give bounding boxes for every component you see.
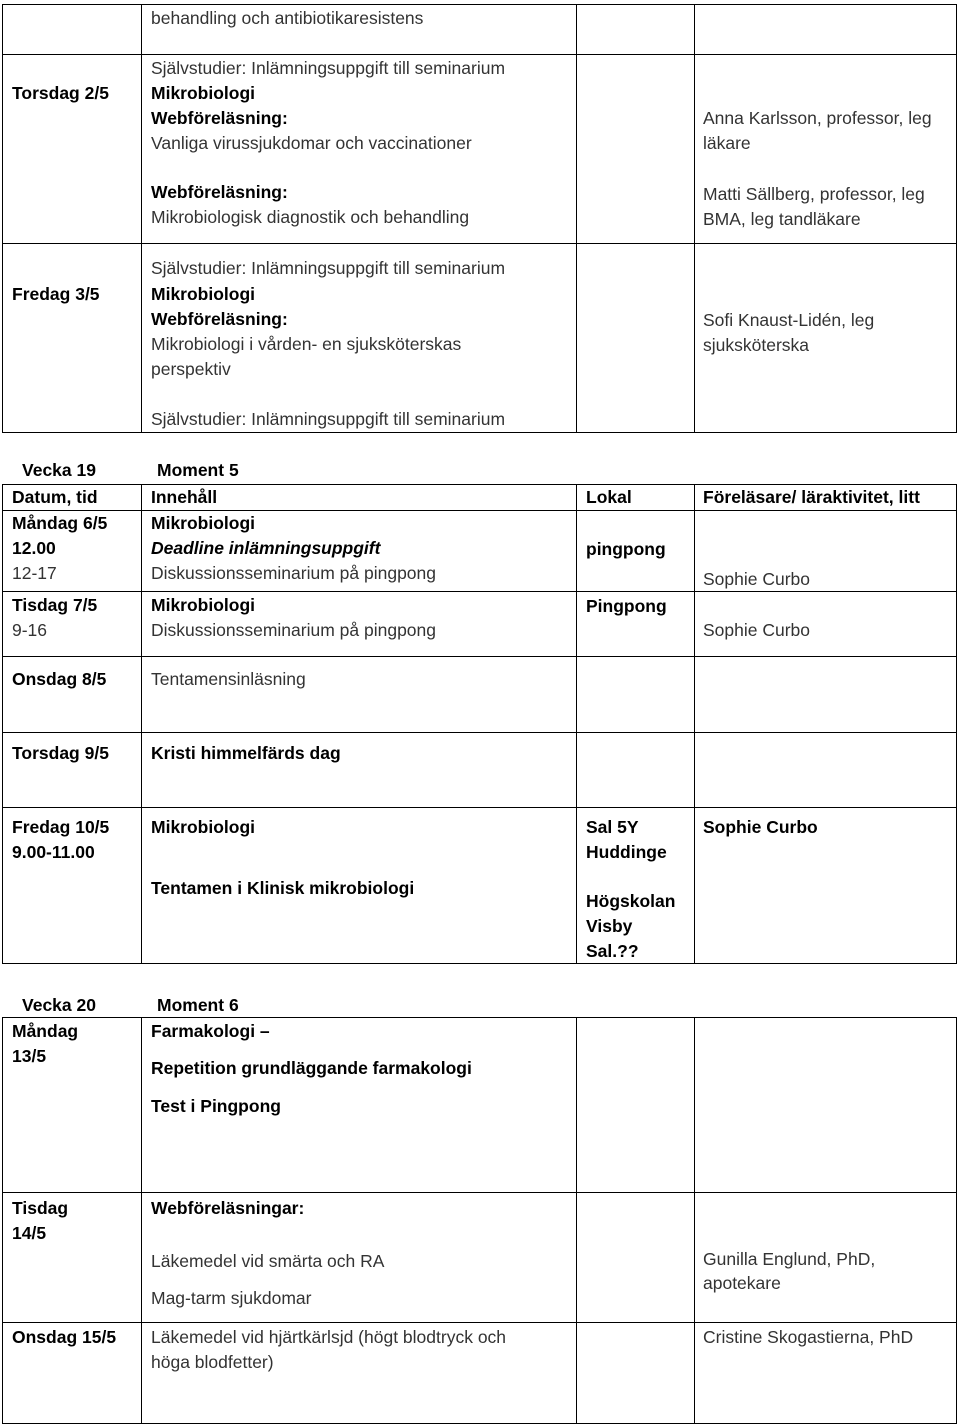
lecturer-title: BMA, leg tandläkare	[703, 209, 861, 229]
holiday-label: Kristi himmelfärds dag	[151, 743, 341, 763]
moment-label: Moment 5	[157, 460, 239, 480]
subject-label: Mikrobiologi	[151, 817, 256, 837]
self-study-note: Självstudier: Inlämningsuppgift till seminarium	[151, 258, 506, 278]
exam-label: Tentamen i Klinisk mikrobiologi	[151, 878, 415, 898]
time-cell: 12-17	[12, 563, 57, 583]
time-cell: 9-16	[12, 620, 48, 640]
date-cell: Måndag 6/5	[12, 513, 108, 533]
subject-label: Mikrobiologi	[151, 284, 256, 304]
deadline-label: Deadline inlämningsuppgift	[151, 538, 381, 558]
lecture-title: Mag-tarm sjukdomar	[151, 1288, 312, 1308]
date-cell: Måndag	[12, 1021, 79, 1041]
content-line: behandling och antibiotikaresistens	[151, 8, 424, 28]
date-cell: 14/5	[12, 1223, 47, 1243]
subject-label: Mikrobiologi	[151, 595, 256, 615]
activity-label: Diskussionsseminarium på pingpong	[151, 563, 437, 583]
room-cell: Visby	[586, 916, 633, 936]
webinar-label: Webföreläsning:	[151, 182, 288, 202]
lecture-title: Läkemedel vid smärta och RA	[151, 1251, 385, 1271]
date-cell: Tisdag	[12, 1198, 69, 1218]
date-cell: Onsdag 8/5	[12, 669, 107, 689]
webinar-label: Webföreläsning:	[151, 309, 288, 329]
activity-label: Diskussionsseminarium på pingpong	[151, 620, 437, 640]
subject-label: Mikrobiologi	[151, 513, 256, 533]
room-cell: Högskolan	[586, 891, 676, 911]
lecture-title: Mikrobiologisk diagnostik och behandling	[151, 207, 470, 227]
lecturer-name: Sophie Curbo	[703, 620, 811, 640]
lecturer-name: Sofi Knaust-Lidén, leg	[703, 310, 875, 330]
lecture-title: Läkemedel vid hjärtkärlsjd (högt blodtryck och	[151, 1327, 507, 1347]
time-cell: 9.00-11.00	[12, 842, 95, 862]
lecturer-title: sjuksköterska	[703, 335, 810, 355]
lecturer-name: Gunilla Englund, PhD,	[703, 1249, 876, 1269]
date-cell: Onsdag 15/5	[12, 1327, 117, 1347]
lecturer-title: apotekare	[703, 1273, 781, 1293]
date-cell: Tisdag 7/5	[12, 595, 98, 615]
room-cell: Huddinge	[586, 842, 667, 862]
subject-label: Farmakologi –	[151, 1021, 270, 1041]
room-cell: pingpong	[586, 539, 666, 559]
date-cell: Torsdag 2/5	[12, 83, 109, 103]
column-header-content: Innehåll	[151, 487, 218, 507]
subject-label: Mikrobiologi	[151, 83, 256, 103]
room-cell: Pingpong	[586, 596, 667, 616]
column-header-room: Lokal	[586, 487, 632, 507]
lecture-title: perspektiv	[151, 359, 231, 379]
moment-label: Moment 6	[157, 995, 239, 1015]
activity-label: Test i Pingpong	[151, 1096, 281, 1116]
column-header-date: Datum, tid	[12, 487, 98, 507]
self-study-note: Självstudier: Inlämningsuppgift till seminarium	[151, 409, 506, 429]
lecturer-name: Sophie Curbo	[703, 817, 818, 837]
lecturer-name: Sophie Curbo	[703, 569, 811, 589]
date-cell: 13/5	[12, 1046, 47, 1066]
lecture-title: Mikrobiologi i vården- en sjuksköterskas	[151, 334, 462, 354]
lecturer-title: läkare	[703, 133, 751, 153]
lecture-title: Vanliga virussjukdomar och vaccinationer	[151, 133, 472, 153]
webinar-label: Webföreläsning:	[151, 108, 288, 128]
lecturer-name: Matti Sällberg, professor, leg	[703, 184, 925, 204]
date-cell: Fredag 3/5	[12, 284, 100, 304]
time-cell: 12.00	[12, 538, 56, 558]
room-cell: Sal 5Y	[586, 817, 639, 837]
room-cell: Sal.??	[586, 941, 639, 961]
lecture-title: höga blodfetter)	[151, 1352, 274, 1372]
content-line: Självstudier: Inlämningsuppgift till seminarium	[151, 58, 506, 78]
date-cell: Fredag 10/5	[12, 817, 110, 837]
webinar-label: Webföreläsningar:	[151, 1198, 305, 1218]
week-label: Vecka 19	[22, 460, 96, 480]
activity-label: Tentamensinläsning	[151, 669, 306, 689]
lecturer-name: Anna Karlsson, professor, leg	[703, 108, 932, 128]
date-cell: Torsdag 9/5	[12, 743, 109, 763]
lecturer-name: Cristine Skogastierna, PhD	[703, 1327, 914, 1347]
column-header-lecturer: Föreläsare/ läraktivitet, litt	[703, 487, 920, 507]
activity-label: Repetition grundläggande farmakologi	[151, 1058, 472, 1078]
week-label: Vecka 20	[22, 995, 96, 1015]
